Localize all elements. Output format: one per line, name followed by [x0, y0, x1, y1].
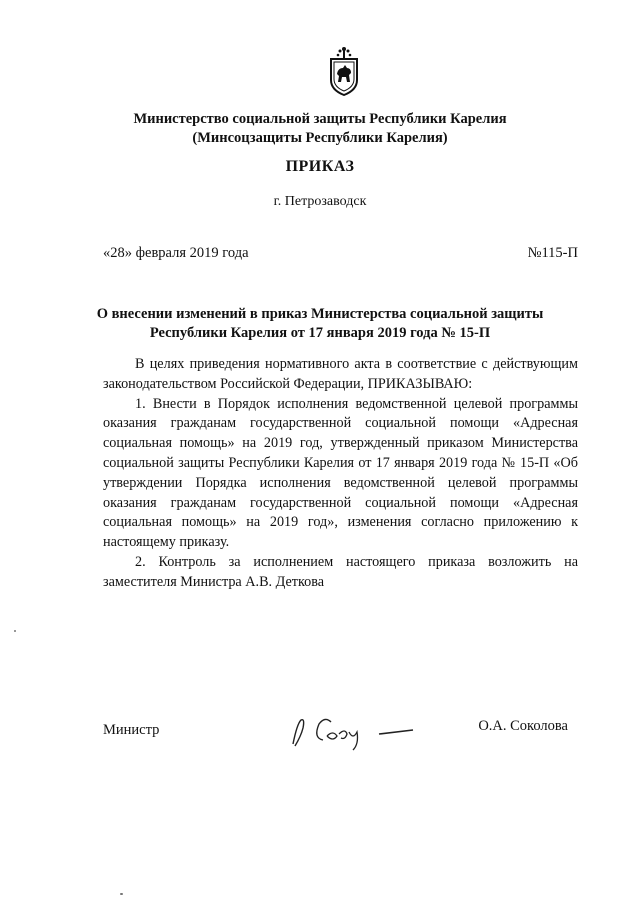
scan-speck — [120, 893, 123, 895]
ministry-short-name: (Минсоцзащиты Республики Карелия) — [192, 130, 448, 146]
order-item-1: 1. Внести в Порядок исполнения ведомственной целевой программы оказания гражданам государственной социальной помощи «Адресная социальная помощь» на 2019 год, утвержденный приказом Министерства социальной защиты Республики Карелия от 17 января 2019 года № 15-П «Об утверждении Порядка исполнения ведомственной целевой программы оказания гражданам государственной социальной помощи «Адресная социальная помощь» на 2019 год», изменения согласно приложению к настоящему приказу. — [103, 395, 578, 551]
preamble-paragraph: В целях приведения нормативного акта в соответствие с действующим законодательством Российской Федерации, ПРИКАЗЫВАЮ: — [103, 356, 578, 392]
coat-of-arms-icon — [326, 44, 362, 96]
ministry-name: Министерство социальной защиты Республики Карелия — [133, 111, 507, 127]
order-item-2: 2. Контроль за исполнением настоящего приказа возложить на заместителя Министра А.В. Деткова — [103, 553, 578, 590]
document-date: «28» февраля 2019 года — [103, 245, 249, 261]
document-body — [103, 355, 578, 593]
scan-speck — [14, 630, 16, 632]
document-city: г. Петрозаводск — [273, 194, 367, 209]
document-type: ПРИКАЗ — [285, 158, 355, 175]
signatory-name: О.А. Соколова — [478, 718, 568, 734]
ministry-header — [0, 110, 640, 148]
signature-block — [103, 718, 578, 758]
handwritten-signature — [283, 710, 433, 754]
document-number: №115-П — [527, 245, 578, 261]
subject-line-1: О внесении изменений в приказ Министерства социальной защиты — [96, 306, 544, 322]
signatory-title: Министр — [103, 722, 160, 738]
subject-line-2: Республики Карелия от 17 января 2019 года № 15-П — [149, 325, 491, 341]
document-subject — [0, 305, 640, 343]
